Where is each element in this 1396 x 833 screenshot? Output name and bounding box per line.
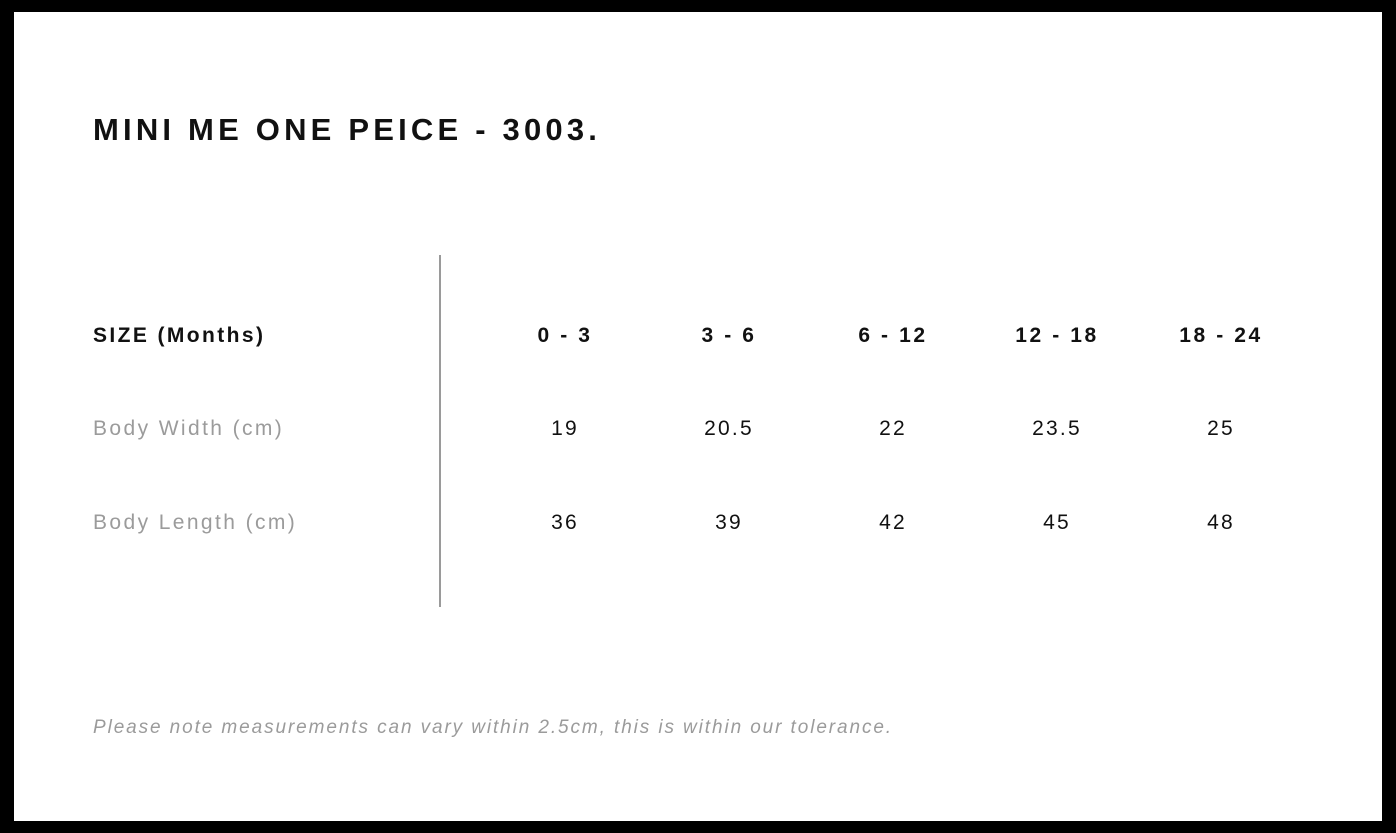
column-header-18-24: 18 - 24 (1179, 324, 1263, 347)
column-header-3-6: 3 - 6 (701, 324, 757, 347)
cell-body-length-12-18: 45 (1043, 511, 1071, 534)
row-label-body-width: Body Width (cm) (93, 417, 285, 440)
size-chart-page (14, 12, 1382, 821)
size-chart-table (14, 12, 1382, 821)
column-header-12-18: 12 - 18 (1015, 324, 1099, 347)
page-title: MINI ME ONE PEICE - 3003. (93, 112, 602, 147)
cell-body-length-3-6: 39 (715, 511, 743, 534)
cell-body-length-6-12: 42 (879, 511, 907, 534)
table-header-label: SIZE (Months) (93, 324, 266, 347)
column-header-6-12: 6 - 12 (858, 324, 928, 347)
cell-body-width-0-3: 19 (551, 417, 579, 440)
cell-body-length-0-3: 36 (551, 511, 579, 534)
tolerance-note: Please note measurements can vary within 2.5cm, this is within our tolerance. (93, 717, 893, 738)
row-label-body-length: Body Length (cm) (93, 511, 298, 534)
cell-body-width-3-6: 20.5 (704, 417, 754, 440)
cell-body-length-18-24: 48 (1207, 511, 1235, 534)
table-vertical-divider (439, 255, 441, 607)
cell-body-width-12-18: 23.5 (1032, 417, 1082, 440)
cell-body-width-6-12: 22 (879, 417, 907, 440)
column-header-0-3: 0 - 3 (537, 324, 593, 347)
cell-body-width-18-24: 25 (1207, 417, 1235, 440)
